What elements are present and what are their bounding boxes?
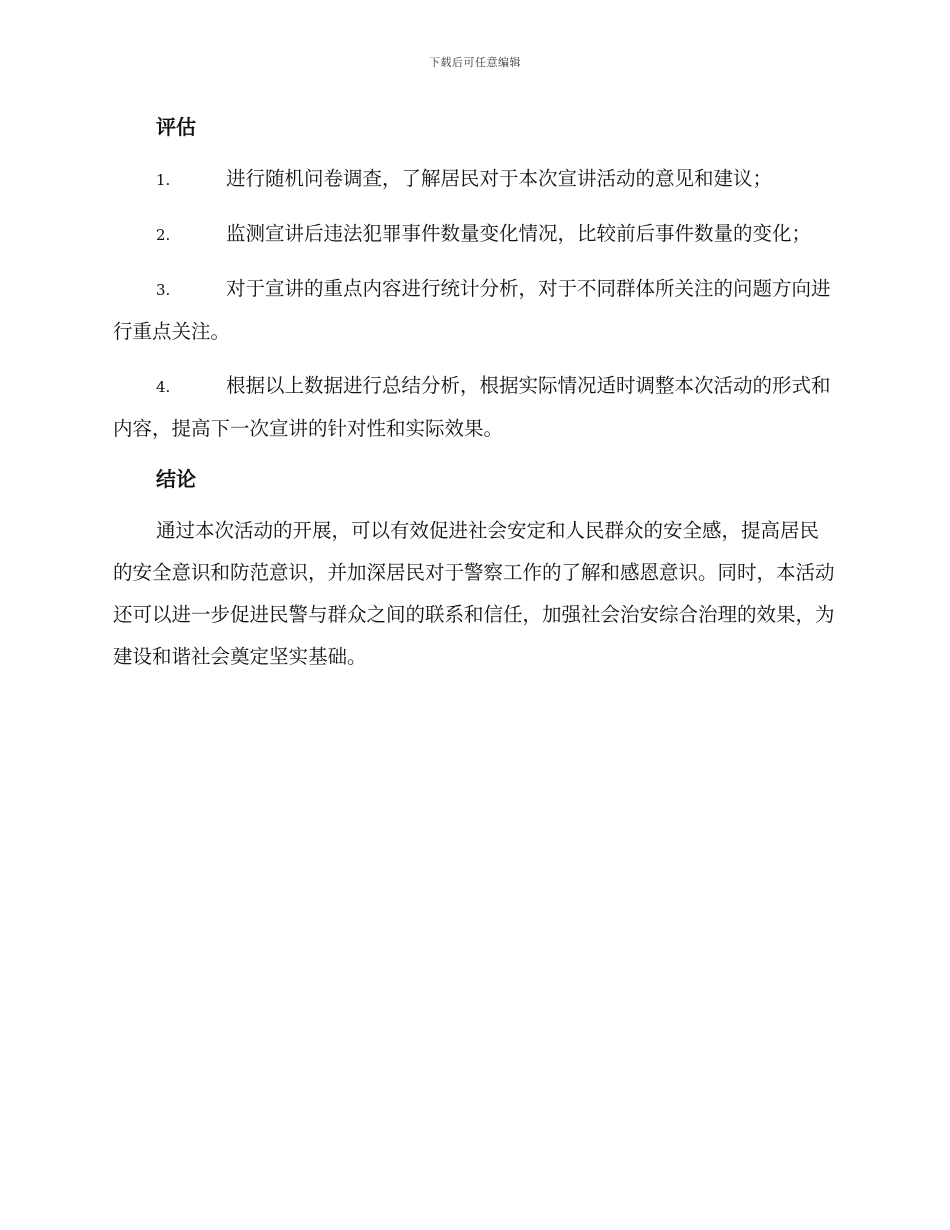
conclusion-paragraph: 通过本次活动的开展，可以有效促进社会安定和人民群众的安全感，提高居民的安全意识和防范意识，并加深居民对于警察工作的了解和感恩意识。同时，本活动还可以进一步促进民警与群众之间的联系和信任，加强社会治安综合治理的效果，为建设和谐社会奠定坚实基础。 (113, 519, 835, 668)
item-number: 1. (156, 171, 171, 189)
document-content (113, 110, 835, 678)
evaluation-item-4 (113, 365, 835, 450)
evaluation-item-2 (113, 213, 835, 256)
section-heading-conclusion: 结论 (156, 467, 196, 491)
item-number: 2. (156, 226, 171, 244)
page-header: 下载后可任意编辑 (429, 56, 521, 69)
item-number: 4. (156, 378, 171, 396)
item-text: 监测宣讲后违法犯罪事件数量变化情况，比较前后事件数量的变化； (226, 222, 812, 245)
section-heading-evaluation: 评估 (156, 115, 196, 139)
evaluation-item-3 (113, 268, 835, 353)
item-text: 进行随机问卷调查，了解居民对于本次宣讲活动的意见和建议； (226, 167, 773, 190)
item-text: 对于宣讲的重点内容进行统计分析，对于不同群体所关注的问题方向进行重点关注。 (113, 277, 831, 343)
evaluation-item-1 (113, 158, 835, 201)
item-text: 根据以上数据进行总结分析，根据实际情况适时调整本次活动的形式和内容，提高下一次宣讲的针对性和实际效果。 (113, 374, 831, 440)
item-number: 3. (156, 281, 171, 299)
